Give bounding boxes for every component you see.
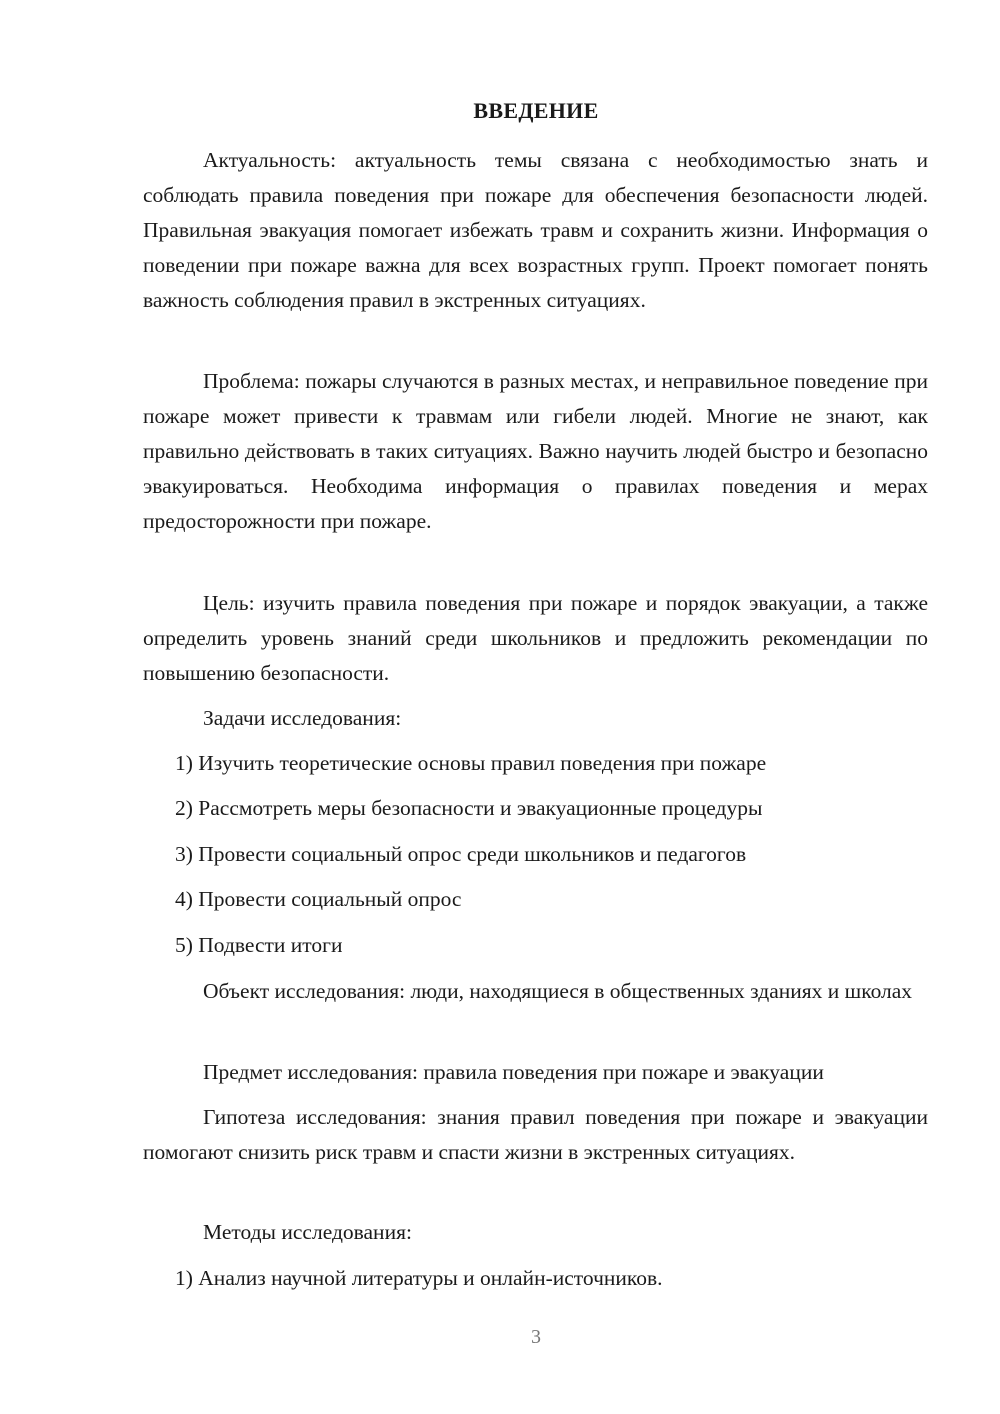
relevance-text: Актуальность: актуальность темы связана с необходимостью знать и соблюдать правила поведения при пожаре для обеспечения безопасности людей. Правильная эвакуация помогает избежать травм и сохранить жизни. Информация о поведении при пожаре важна для всех возрастных групп. Проект помогает понять важность соблюдения правил в экстренных ситуациях.	[143, 148, 928, 312]
relevance-paragraph	[143, 143, 928, 318]
task-item	[143, 837, 928, 872]
hypothesis-paragraph	[143, 1100, 928, 1170]
goal-text: Цель: изучить правила поведения при пожаре и порядок эвакуации, а также определить уровень знаний среди школьников и предложить рекомендации по повышению безопасности.	[143, 591, 928, 685]
problem-paragraph	[143, 364, 928, 539]
task-item	[143, 928, 928, 963]
subject-paragraph	[143, 1055, 928, 1090]
task-item	[143, 882, 928, 917]
goal-paragraph	[143, 586, 928, 691]
problem-text: Проблема: пожары случаются в разных местах, и неправильное поведение при пожаре может привести к травмам или гибели людей. Многие не знают, как правильно действовать в таких ситуациях. Важно научить людей быстро и безопасно эвакуироваться. Необходима информация о правилах поведения и мерах предосторожности при пожаре.	[143, 369, 928, 533]
methods-heading	[143, 1215, 928, 1250]
object-text: Объект исследования: люди, находящиеся в общественных зданиях и школах	[203, 979, 913, 1003]
hypothesis-text: Гипотеза исследования: знания правил поведения при пожаре и эвакуации помогают снизить риск травм и спасти жизни в экстренных ситуациях.	[143, 1105, 928, 1164]
task-item-3: 3) Провести социальный опрос среди школьников и педагогов	[175, 842, 747, 866]
page-number: 3	[531, 1326, 541, 1348]
tasks-heading	[143, 701, 928, 736]
task-item-5: 5) Подвести итоги	[175, 933, 343, 957]
page-title: ВВЕДЕНИЕ	[473, 98, 599, 123]
task-item-4: 4) Провести социальный опрос	[175, 887, 462, 911]
method-item	[143, 1261, 928, 1296]
task-item-1: 1) Изучить теоретические основы правил поведения при пожаре	[175, 751, 767, 775]
tasks-title: Задачи исследования:	[203, 706, 402, 730]
subject-text: Предмет исследования: правила поведения при пожаре и эвакуации	[203, 1060, 824, 1084]
object-paragraph	[143, 974, 928, 1009]
task-item	[143, 746, 928, 781]
task-item-2: 2) Рассмотреть меры безопасности и эвакуационные процедуры	[175, 796, 763, 820]
task-item	[143, 791, 928, 826]
methods-title: Методы исследования:	[203, 1220, 412, 1244]
method-item-1: 1) Анализ научной литературы и онлайн-источников.	[175, 1266, 663, 1290]
